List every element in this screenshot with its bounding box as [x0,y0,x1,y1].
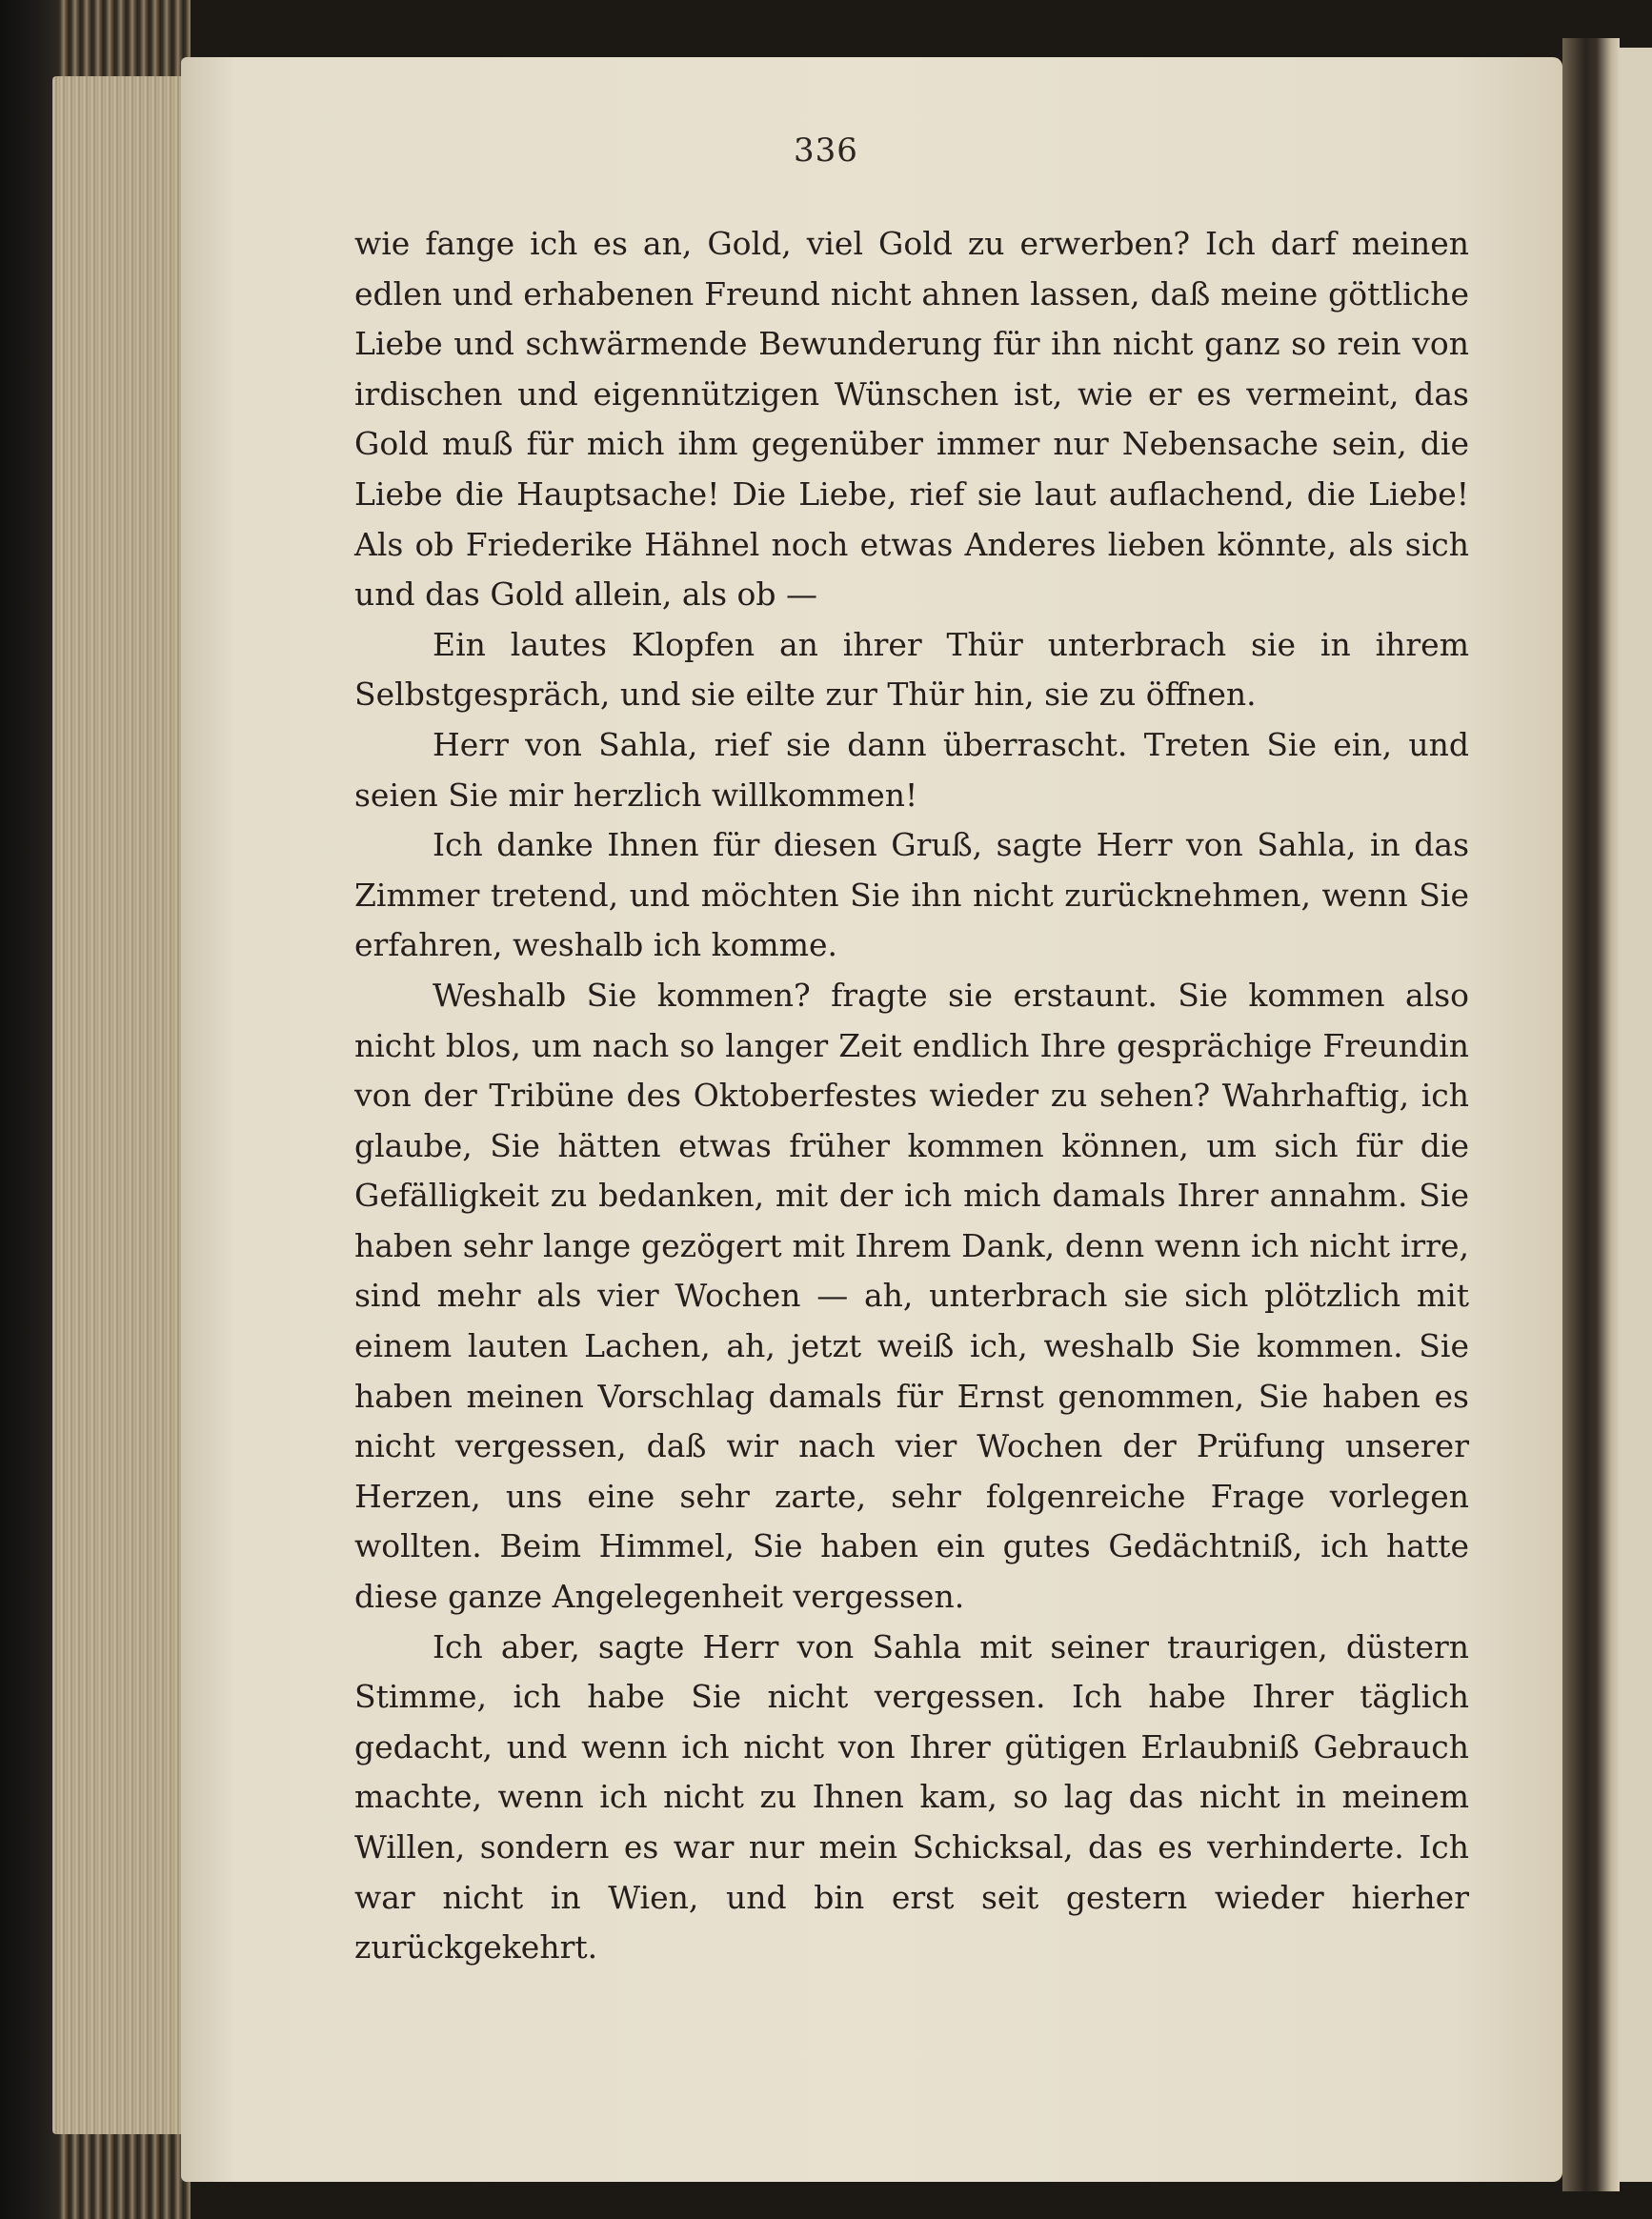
facing-page-edge [1620,48,1652,2182]
paragraph: Ich aber, sagte Herr von Sahla mit seiner traurigen, düstern Stimme, ich habe Sie nicht vergessen. Ich habe Ihrer täglich gedacht, und wenn ich nicht von Ihrer gütigen Erlaubniß Gebrauch machte, wenn ich nicht zu Ihnen kam, so lag das nicht in meinem Willen, sondern es war nur mein Schicksal, das es verhinderte. Ich war nicht in Wien, und bin erst seit gestern wieder hierher zurückgekehrt. [354,1627,1469,1967]
body-text [354,219,1469,1973]
page-number: 336 [794,131,858,170]
paragraph: Weshalb Sie kommen? fragte sie erstaunt. Sie kommen also nicht blos, um nach so langer Zeit endlich Ihre gesprächige Freundin von der Tribüne des Oktoberfestes wieder zu sehen? Wahrhaftig, ich glaube, Sie hätten etwas früher kommen können, um sich für die Gefälligkeit zu bedanken, mit der ich mich damals Ihrer annahm. Sie haben sehr lange gezögert mit Ihrem Dank, denn wenn ich nicht irre, sind mehr als vier Wochen — ah, unterbrach sie sich plötzlich mit einem lauten Lachen, ah, jetzt weiß ich, weshalb Sie kommen. Sie haben meinen Vorschlag damals für Ernst genommen, Sie haben es nicht vergessen, daß wir nach vier Wochen der Prüfung unserer Herzen, uns eine sehr zarte, sehr folgenreiche Frage vorlegen wollten. Beim Himmel, Sie haben ein gutes Gedächtniß, ich hatte diese ganze Angelegenheit vergessen. [354,976,1469,1616]
paragraph: wie fange ich es an, Gold, viel Gold zu erwerben? Ich darf meinen edlen und erhabenen Freund nicht ahnen lassen, daß meine göttliche Liebe und schwärmende Bewunderung für ihn nicht ganz so rein von irdischen und eigennützigen Wünschen ist, wie er es vermeint, das Gold muß für mich ihm gegenüber immer nur Nebensache sein, die Liebe die Hauptsache! Die Liebe, rief sie laut auflachend, die Liebe! Als ob Friederike Hähnel noch etwas Anderes lieben könnte, als sich und das Gold allein, als ob — [354,225,1469,614]
book-gutter [1562,38,1620,2191]
paragraph: Herr von Sahla, rief sie dann überrascht. Treten Sie ein, und seien Sie mir herzlich willkommen! [354,725,1469,814]
book-cover [0,0,57,2219]
paragraph: Ein lautes Klopfen an ihrer Thür unterbrach sie in ihrem Selbstgespräch, und sie eilte zur Thür hin, sie zu öffnen. [354,625,1469,714]
paragraph: Ich danke Ihnen für diesen Gruß, sagte Herr von Sahla, in das Zimmer tretend, und möchten Sie ihn nicht zurücknehmen, wenn Sie erfahren, weshalb ich komme. [354,826,1469,964]
page-stack-edges [52,76,195,2134]
